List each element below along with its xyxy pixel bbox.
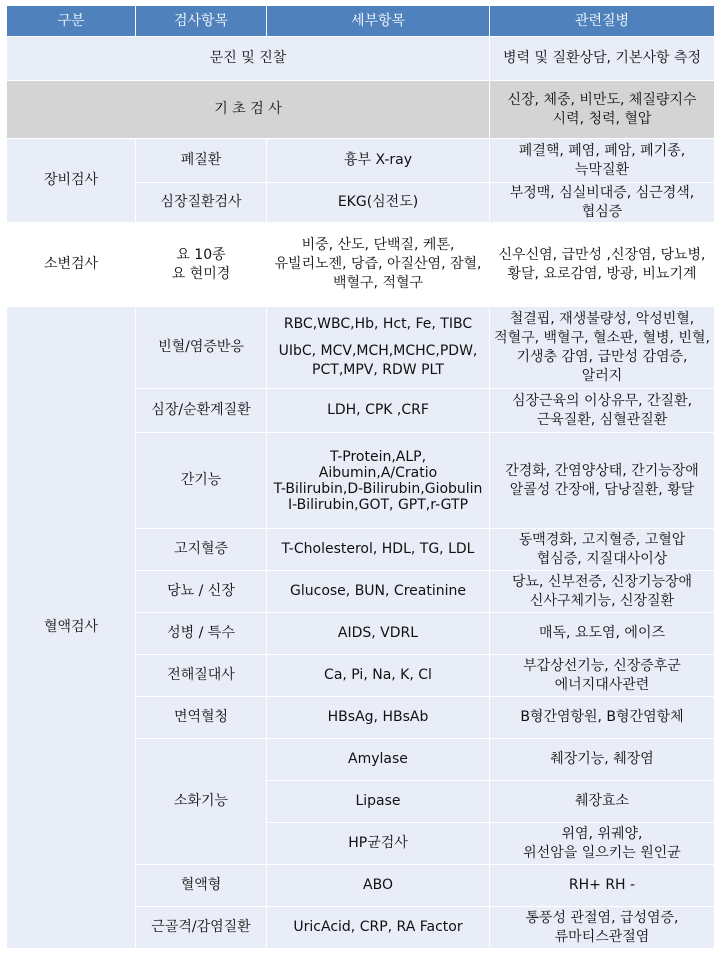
test-item-cell: 근골격/감염질환 xyxy=(136,907,267,949)
table-row xyxy=(7,81,715,139)
disease-cell: 동맥경화, 고지혈증, 고혈압 협심증, 지질대사이상 xyxy=(490,529,715,571)
category-cell: 혈액검사 xyxy=(7,307,136,949)
disease-line: 위염, 위궤양, xyxy=(561,825,643,842)
health-checkup-table xyxy=(6,5,715,949)
detail-cell: Glucose, BUN, Creatinine xyxy=(267,571,490,613)
disease-cell: 당뇨, 신부전증, 신장기능장애 신사구체기능, 신장질환 xyxy=(490,571,715,613)
header-related-disease: 관련질병 xyxy=(490,6,715,37)
disease-cell: 매독, 요도염, 에이즈 xyxy=(490,613,715,655)
detail-cell: 흉부 X-ray xyxy=(267,139,490,183)
table-row xyxy=(7,223,715,307)
disease-cell: 부갑상선기능, 신장증후군 에너지대사관련 xyxy=(490,655,715,697)
disease-cell: 통풍성 관절염, 급성염증, 류마티스관절염 xyxy=(490,907,715,949)
detail-line: UIbC, MCV,MCH,MCHC,PDW, PCT,MPV, RDW PLT xyxy=(278,343,478,378)
disease-cell: 심장근육의 이상유무, 간질환, 근육질환, 심혈관질환 xyxy=(490,389,715,433)
basic-test-cell: 기 초 검 사 xyxy=(7,81,490,139)
detail-line: Aibumin,A/Cratio xyxy=(318,464,438,481)
detail-line: T-Bilirubin,D-Bilirubin,Giobulin xyxy=(273,480,483,497)
test-item-cell: 성병 / 특수 xyxy=(136,613,267,655)
disease-cell: 철결핍, 재생불량성, 악성빈혈, 적혈구, 백혈구, 혈소판, 혈병, 빈혈, 기생충 감염, 급만성 감염증, 알러지 xyxy=(490,307,715,389)
interview-cell: 문진 및 진찰 xyxy=(7,37,490,81)
detail-cell: LDH, CPK ,CRF xyxy=(267,389,490,433)
detail-line: T-Protein,ALP, xyxy=(329,448,427,465)
category-cell: 장비검사 xyxy=(7,139,136,223)
disease-cell xyxy=(490,823,715,865)
detail-cell: Amylase xyxy=(267,739,490,781)
detail-cell: HBsAg, HBsAb xyxy=(267,697,490,739)
header-row xyxy=(7,6,715,37)
test-item-cell: 면역혈청 xyxy=(136,697,267,739)
disease-line: 시력, 청력, 혈압 xyxy=(552,110,652,127)
table-row xyxy=(7,307,715,389)
header-detail-item: 세부항목 xyxy=(267,6,490,37)
detail-cell: AIDS, VDRL xyxy=(267,613,490,655)
detail-cell: EKG(심전도) xyxy=(267,183,490,223)
header-category: 구분 xyxy=(7,6,136,37)
detail-cell: Lipase xyxy=(267,781,490,823)
disease-cell: 병력 및 질환상담, 기본사항 측정 xyxy=(490,37,715,81)
test-item-cell: 심장질환검사 xyxy=(136,183,267,223)
disease-line: 신장, 체중, 비만도, 체질량지수 xyxy=(507,91,697,108)
test-item-cell: 빈혈/염증반응 xyxy=(136,307,267,389)
disease-cell xyxy=(490,433,715,529)
detail-cell: 비중, 산도, 단백질, 케톤, 유빌리노젠, 당즙, 아질산염, 잠혈, 백혈구, 적혈구 xyxy=(267,223,490,307)
test-item-cell: 간기능 xyxy=(136,433,267,529)
detail-cell: UricAcid, CRP, RA Factor xyxy=(267,907,490,949)
disease-cell: 부정맥, 심실비대증, 심근경색, 협심증 xyxy=(490,183,715,223)
disease-cell: 췌장기능, 췌장염 xyxy=(490,739,715,781)
disease-cell: B형간염항원, B형간염항체 xyxy=(490,697,715,739)
test-item-line: 요 10종 xyxy=(176,246,226,263)
test-item-cell: 폐질환 xyxy=(136,139,267,183)
disease-cell: 신우신염, 급만성 ,신장염, 당뇨병, 황달, 요로감염, 방광, 비뇨기계 xyxy=(490,223,715,307)
disease-cell xyxy=(490,81,715,139)
test-item-cell: 심장/순환계질환 xyxy=(136,389,267,433)
test-item-cell: 혈액형 xyxy=(136,865,267,907)
test-item-line: 요 현미경 xyxy=(171,265,231,282)
test-item-cell xyxy=(136,223,267,307)
disease-line: 간경화, 간염양상태, 간기능장애 xyxy=(505,462,699,479)
disease-line: 위선암을 일으키는 원인균 xyxy=(523,844,681,861)
detail-cell xyxy=(267,307,490,389)
detail-cell: ABO xyxy=(267,865,490,907)
disease-line: 알콜성 간장애, 담낭질환, 황달 xyxy=(509,481,695,498)
detail-cell: HP균검사 xyxy=(267,823,490,865)
test-item-cell: 당뇨 / 신장 xyxy=(136,571,267,613)
test-item-cell: 소화기능 xyxy=(136,739,267,865)
test-item-cell: 전해질대사 xyxy=(136,655,267,697)
detail-cell: T-Cholesterol, HDL, TG, LDL xyxy=(267,529,490,571)
disease-cell: 폐결핵, 폐염, 폐암, 폐기종, 늑막질환 xyxy=(490,139,715,183)
header-test-item: 검사항목 xyxy=(136,6,267,37)
table-row xyxy=(7,139,715,183)
table-row xyxy=(7,37,715,81)
detail-line: I-Bilirubin,GOT, GPT,r-GTP xyxy=(287,496,469,513)
disease-cell: 췌장효소 xyxy=(490,781,715,823)
detail-cell: Ca, Pi, Na, K, Cl xyxy=(267,655,490,697)
category-cell: 소변검사 xyxy=(7,223,136,307)
detail-line: RBC,WBC,Hb, Hct, Fe, TIBC xyxy=(283,316,473,332)
test-item-cell: 고지혈증 xyxy=(136,529,267,571)
disease-cell: RH+ RH - xyxy=(490,865,715,907)
detail-cell xyxy=(267,433,490,529)
